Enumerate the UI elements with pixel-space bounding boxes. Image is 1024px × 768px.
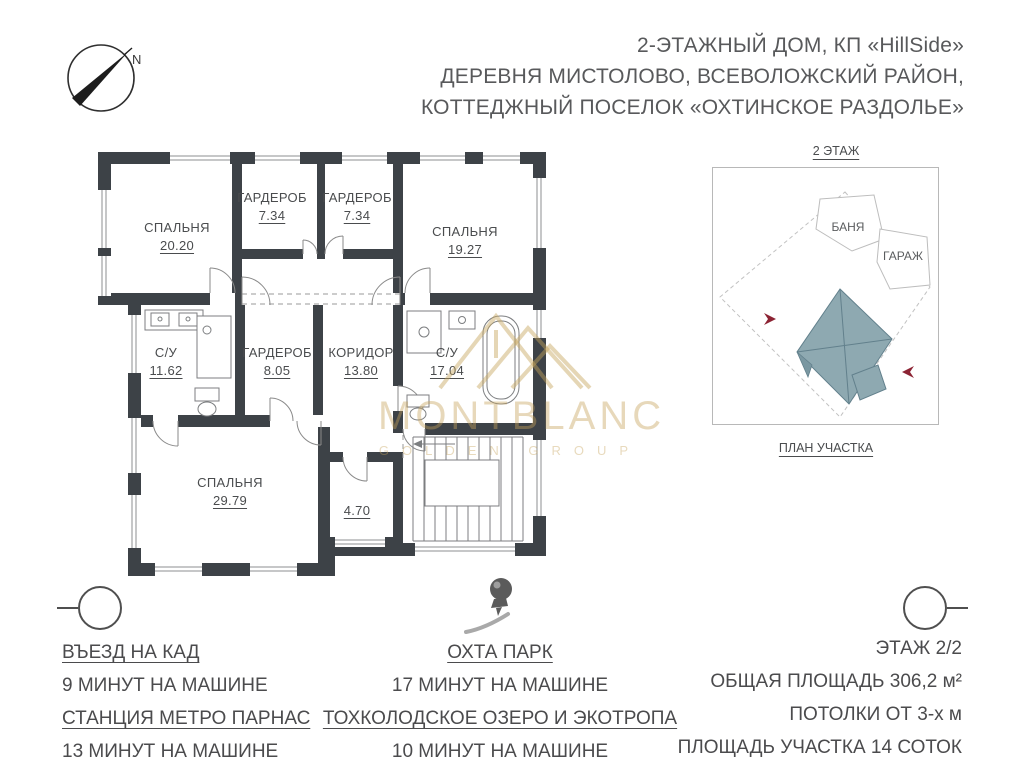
staircase	[413, 437, 523, 541]
footer-center-line-1: ОХТА ПАРК	[447, 642, 553, 663]
footer-center-block	[320, 636, 680, 768]
footer-center-line-2: 17 МИНУТ НА МАШИНЕ	[391, 675, 609, 696]
room-label-bedroom-1: СПАЛЬНЯ 20.20	[144, 220, 210, 253]
room-label-bedroom-2: СПАЛЬНЯ 19.27	[432, 224, 498, 257]
site-plan-garage-label: ГАРАЖ	[883, 249, 923, 263]
floor-plan	[95, 148, 547, 578]
room-label-wardrobe-1: ГАРДЕРОБ 7.34	[237, 190, 307, 223]
site-plan-bathhouse-label: БАНЯ	[831, 220, 865, 234]
watermark-brand-text: MONTBLANC	[378, 394, 666, 438]
title-line-1: 2-ЭТАЖНЫЙ ДОМ, КП «HillSide»	[636, 34, 964, 57]
footer-left-line-2: 9 МИНУТ НА МАШИНЕ	[62, 675, 268, 696]
site-plan-floor-label: 2 ЭТАЖ	[812, 144, 860, 158]
site-plan-caption: ПЛАН УЧАСТКА	[778, 441, 874, 455]
room-label-wardrobe-2: ГАРДЕРОБ 7.34	[322, 190, 392, 223]
footer-right-block	[660, 632, 962, 764]
footer-center-line-3: ТОХКОЛОДСКОЕ ОЗЕРО И ЭКОТРОПА	[322, 708, 678, 729]
page-title	[404, 30, 964, 123]
footer-right-line-4: ПЛОЩАДЬ УЧАСТКА 14 СОТОК	[677, 737, 962, 758]
footer-left-line-3: СТАНЦИЯ МЕТРО ПАРНАС	[62, 708, 311, 729]
compass-north-label: N	[132, 52, 142, 67]
footer-center-line-4: 10 МИНУТ НА МАШИНЕ	[391, 741, 609, 762]
footer-right-line-1: ЭТАЖ 2/2	[875, 638, 962, 659]
footer-left-line-4: 13 МИНУТ НА МАШИНЕ	[62, 741, 279, 762]
road-ring-icon-right	[878, 582, 972, 634]
room-label-bathroom-2: С/У 17.04	[429, 345, 465, 378]
map-pin-icon	[458, 574, 538, 640]
site-plan-drawing	[712, 167, 939, 425]
footer-left-line-1: ВЪЕЗД НА КАД	[62, 642, 200, 663]
room-label-closet: 4.70	[343, 503, 371, 518]
title-line-3: КОТТЕДЖНЫЙ ПОСЕЛОК «ОХТИНСКОЕ РАЗДОЛЬЕ»	[420, 96, 964, 119]
footer-right-line-3: ПОТОЛКИ ОТ 3-х м	[789, 704, 962, 725]
title-line-2: ДЕРЕВНЯ МИСТОЛОВО, ВСЕВОЛОЖСКИЙ РАЙОН,	[440, 65, 964, 88]
compass-icon	[58, 36, 150, 122]
room-label-bathroom-1: С/У 11.62	[149, 345, 183, 378]
footer-left-block	[62, 636, 342, 768]
footer-right-line-2: ОБЩАЯ ПЛОЩАДЬ 306,2 м²	[710, 671, 962, 692]
road-ring-icon	[53, 582, 147, 634]
room-label-corridor: КОРИДОР 13.80	[328, 345, 394, 378]
watermark-subtitle-text: GOLDEN GROUP	[378, 443, 642, 458]
room-label-bedroom-3: СПАЛЬНЯ 29.79	[197, 475, 263, 508]
room-label-wardrobe-3: ГАРДЕРОБ 8.05	[242, 345, 312, 378]
